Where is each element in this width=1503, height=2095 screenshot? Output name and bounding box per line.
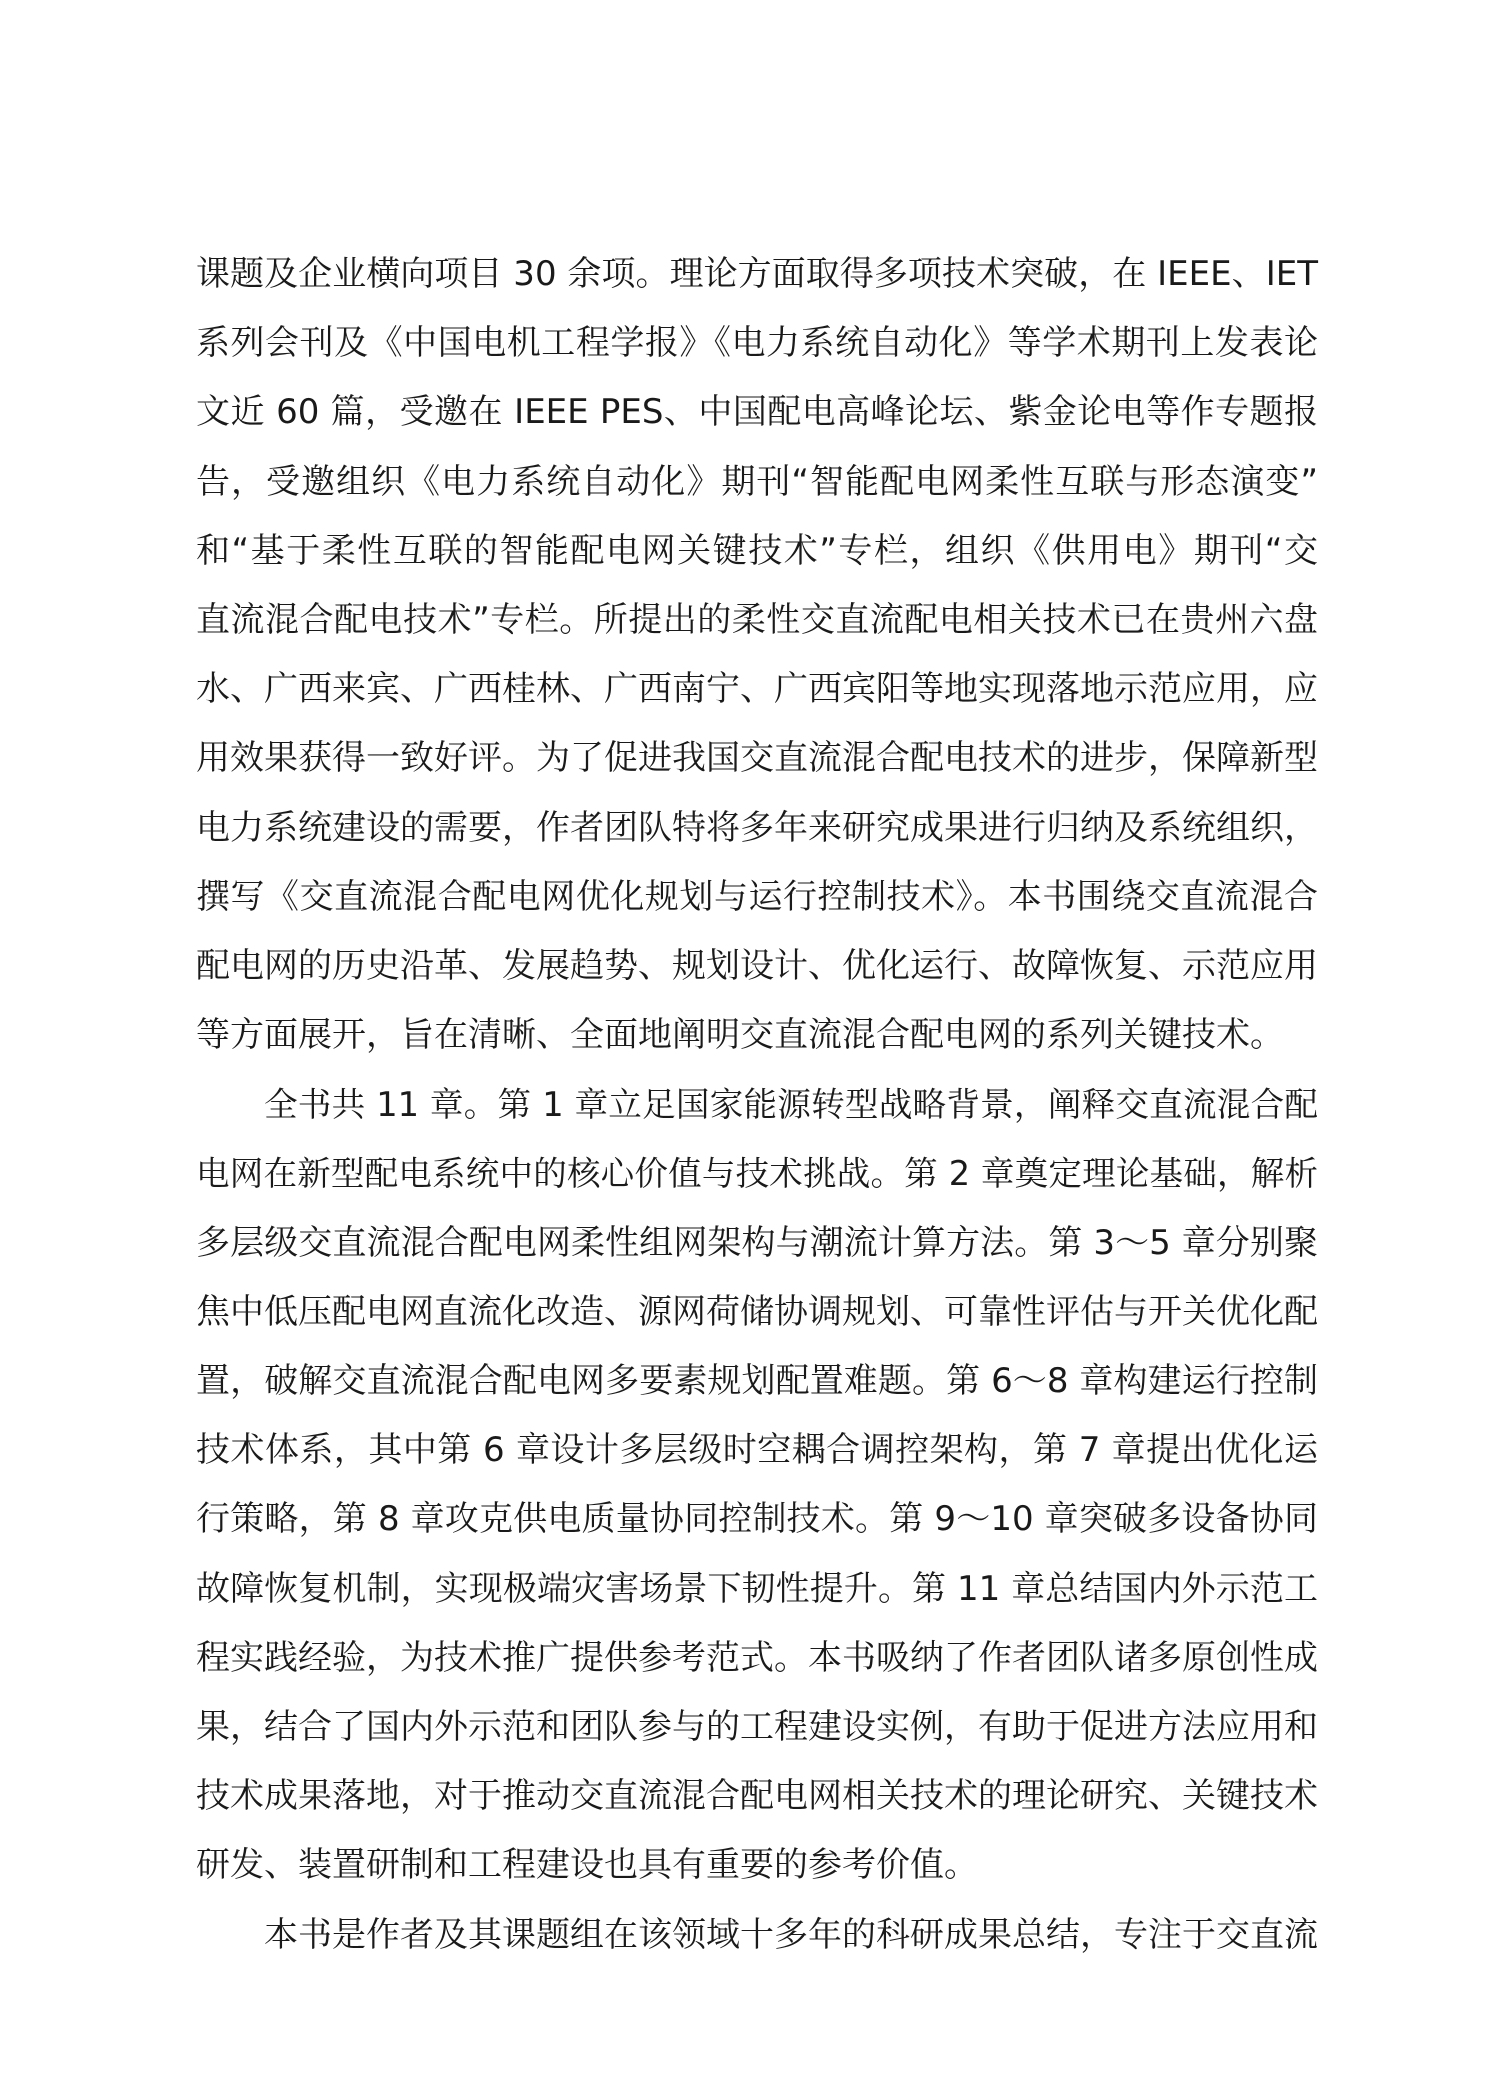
text-line: 系列会刊及《中国电机工程学报》《电力系统自动化》等学术期刊上发表论 <box>196 323 1318 364</box>
body-text <box>196 240 1318 1970</box>
text-line: 置，破解交直流混合配电网多要素规划配置难题。第 6～8 章构建运行控制 <box>196 1361 1318 1401</box>
text-line: 直流混合配电技术”专栏。所提出的柔性交直流配电相关技术已在贵州六盘 <box>196 599 1318 640</box>
text-line: 焦中低压配电网直流化改造、源网荷储协调规划、可靠性评估与开关优化配 <box>196 1291 1318 1332</box>
text-line: 配电网的历史沿革、发展趋势、规划设计、优化运行、故障恢复、示范应用 <box>196 945 1318 986</box>
text-line: 和“基于柔性互联的智能配电网关键技术”专栏，组织《供用电》期刊“交 <box>196 530 1318 571</box>
text-line: 用效果获得一致好评。为了促进我国交直流混合配电技术的进步，保障新型 <box>196 738 1318 779</box>
text-line: 等方面展开，旨在清晰、全面地阐明交直流混合配电网的系列关键技术。 <box>196 1015 1284 1056</box>
text-line: 文近 60 篇，受邀在 IEEE PES、中国配电高峰论坛、紫金论电等作专题报 <box>196 392 1318 433</box>
text-line: 程实践经验，为技术推广提供参考范式。本书吸纳了作者团队诸多原创性成 <box>196 1637 1318 1678</box>
text-line: 研发、装置研制和工程建设也具有重要的参考价值。 <box>196 1845 978 1886</box>
text-line: 电力系统建设的需要，作者团队特将多年来研究成果进行归纳及系统组织， <box>196 807 1318 848</box>
text-line: 故障恢复机制，实现极端灾害场景下韧性提升。第 11 章总结国内外示范工 <box>196 1568 1318 1609</box>
text-line: 撰写《交直流混合配电网优化规划与运行控制技术》。本书围绕交直流混合 <box>196 876 1318 917</box>
text-line: 技术体系，其中第 6 章设计多层级时空耦合调控架构，第 7 章提出优化运 <box>196 1430 1318 1471</box>
text-line: 全书共 11 章。第 1 章立足国家能源转型战略背景，阐释交直流混合配 <box>264 1085 1318 1125</box>
paragraph <box>196 240 1318 1070</box>
text-line: 水、广西来宾、广西桂林、广西南宁、广西宾阳等地实现落地示范应用，应 <box>196 669 1318 710</box>
text-line: 课题及企业横向项目 30 余项。理论方面取得多项技术突破，在 IEEE、IET <box>196 254 1318 294</box>
paragraph <box>196 1070 1318 1900</box>
text-line: 本书是作者及其课题组在该领域十多年的科研成果总结，专注于交直流 <box>264 1914 1318 1955</box>
text-line: 行策略，第 8 章攻克供电质量协同控制技术。第 9～10 章突破多设备协同 <box>196 1499 1318 1540</box>
text-line: 告，受邀组织《电力系统自动化》期刊“智能配电网柔性互联与形态演变” <box>196 461 1318 502</box>
text-line: 多层级交直流混合配电网柔性组网架构与潮流计算方法。第 3～5 章分别聚 <box>196 1222 1318 1263</box>
text-line: 技术成果落地，对于推动交直流混合配电网相关技术的理论研究、关键技术 <box>196 1776 1318 1817</box>
text-line: 果，结合了国内外示范和团队参与的工程建设实例，有助于促进方法应用和 <box>196 1706 1318 1747</box>
text-line: 电网在新型配电系统中的核心价值与技术挑战。第 2 章奠定理论基础，解析 <box>196 1154 1318 1194</box>
paragraph <box>196 1901 1318 1970</box>
